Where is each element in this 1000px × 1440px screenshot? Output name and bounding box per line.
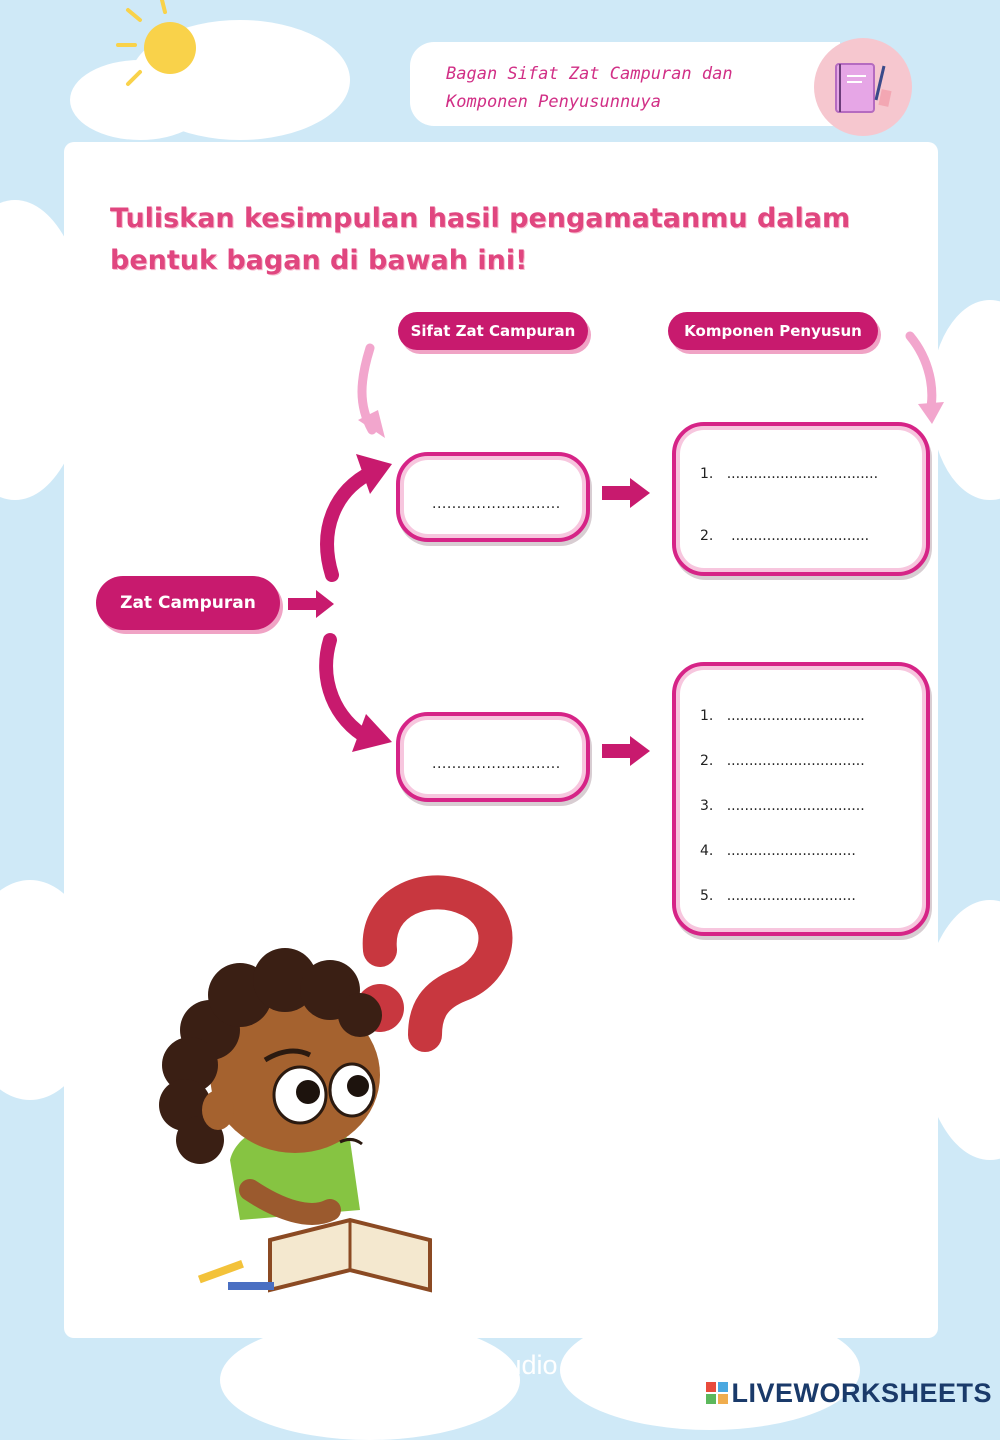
- root-node-zat-campuran: Zat Campuran: [96, 576, 280, 630]
- thinking-boy-illustration: [90, 860, 530, 1310]
- branch-arrow-down: [326, 640, 368, 738]
- liveworksheets-text: LIVEWORKSHEETS: [731, 1378, 992, 1408]
- page-title-line1: Bagan Sifat Zat Campuran dan: [446, 64, 733, 84]
- komponen-bottom-item[interactable]: 2. ...............................: [700, 753, 865, 769]
- komponen-bottom-item[interactable]: 5. .............................: [700, 888, 856, 904]
- komponen-box-top: [672, 422, 930, 576]
- studio-watermark: lertler.studio: [412, 1350, 558, 1380]
- komponen-bottom-item[interactable]: 3. ...............................: [700, 798, 865, 814]
- sifat-blank-bottom[interactable]: ..........................: [432, 756, 561, 772]
- liveworksheets-icon: [706, 1382, 728, 1404]
- label-komponen-penyusun: Komponen Penyusun: [668, 312, 878, 350]
- right-arrow-root: [288, 590, 334, 618]
- right-arrow-bottom: [602, 736, 650, 766]
- instruction-line1: Tuliskan kesimpulan hasil pengamatanmu dalam: [110, 203, 851, 234]
- arrow-head-pink-right: [918, 402, 944, 424]
- right-arrow-top: [602, 478, 650, 508]
- sifat-blank-top[interactable]: ..........................: [432, 496, 561, 512]
- instruction-line2: bentuk bagan di bawah ini!: [110, 245, 528, 276]
- curved-arrow-pink-right: [910, 336, 932, 412]
- komponen-bottom-item[interactable]: 1. ...............................: [700, 708, 865, 724]
- komponen-top-item[interactable]: 2. ...............................: [700, 528, 870, 544]
- page-title-line2: Komponen Penyusunnuya: [446, 92, 661, 112]
- label-sifat-zat-campuran: Sifat Zat Campuran: [398, 312, 588, 350]
- komponen-bottom-item[interactable]: 4. .............................: [700, 843, 856, 859]
- komponen-top-item[interactable]: 1. ..................................: [700, 466, 879, 482]
- branch-arrow-up: [327, 472, 372, 575]
- liveworksheets-logo[interactable]: [706, 1378, 992, 1409]
